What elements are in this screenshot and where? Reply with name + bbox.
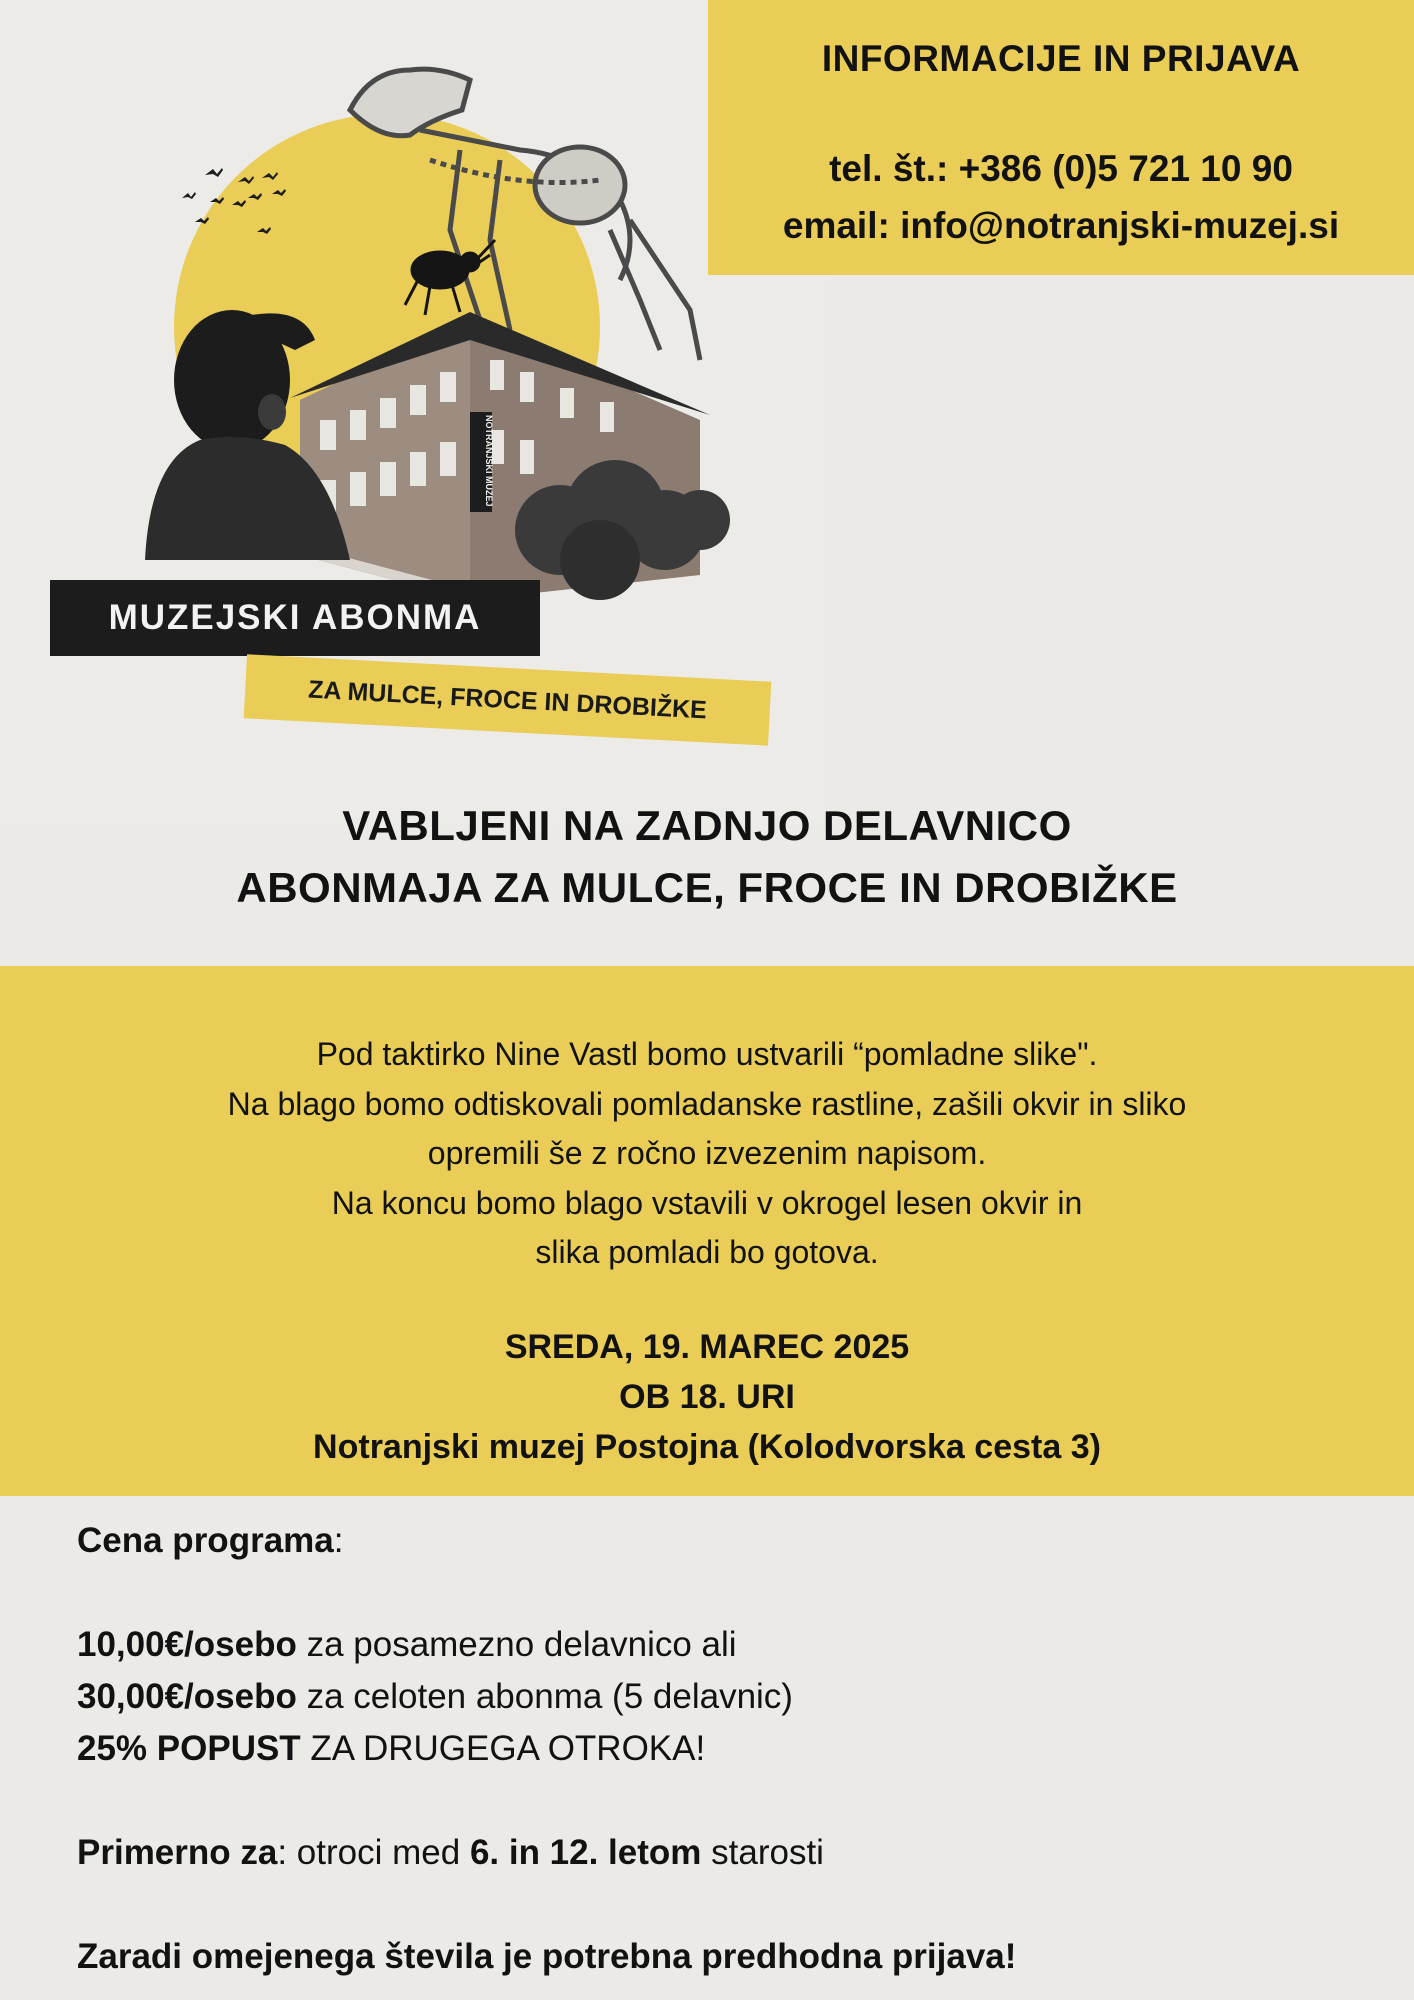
pricing-label-row [77, 1515, 1016, 1567]
registration-notice-text: Zaradi omejenega števila je potrebna predhodna prijava! [77, 1937, 1017, 1976]
building-sign-text: NOTRANJSKI MUZEJ [484, 415, 494, 507]
price-full: 30,00€/osebo [77, 1677, 297, 1716]
suitable-age: 6. in 12. letom [469, 1833, 702, 1872]
price-full-text: za celoten abonma (5 delavnic) [296, 1677, 793, 1716]
description-line: Na koncu bomo blago vstavili v okrogel lesen okvir in [331, 1184, 1083, 1221]
event-date: SREDA, 19. MAREC 2025 [504, 1328, 910, 1366]
event-location: Notranjski muzej Postojna (Kolodvorska cesta 3) [313, 1428, 1101, 1466]
suitable-text-1: : otroci med [277, 1833, 470, 1872]
contact-title: INFORMACIJE IN PRIJAVA [821, 38, 1301, 79]
description-line: opremili še z ročno izvezenim napisom. [427, 1135, 987, 1171]
price-single: 10,00€/osebo [77, 1625, 297, 1664]
muzejski-abonma-badge: MUZEJSKI ABONMA [50, 580, 540, 656]
description-line: Pod taktirko Nine Vastl bomo ustvarili “pomladne slike". [316, 1036, 1098, 1072]
registration-notice [77, 1931, 1016, 1983]
event-time: OB 18. URI [619, 1378, 795, 1416]
price-single-text: za posamezno delavnico ali [296, 1625, 737, 1664]
pricing-label: Cena programa [77, 1521, 334, 1560]
pricing-section [77, 1515, 1016, 1983]
price-full-row [77, 1671, 1016, 1723]
suitable-row [77, 1827, 1016, 1879]
pricing-label-colon: : [333, 1521, 344, 1560]
suitable-text-2: starosti [701, 1833, 824, 1872]
description-line: Na blago bomo odtiskovali pomladanske rastline, zašili okvir in sliko [227, 1085, 1187, 1122]
discount-row [77, 1723, 1016, 1775]
description-line: slika pomladi bo gotova. [535, 1234, 879, 1270]
contact-info-box [708, 0, 1414, 275]
workshop-description [0, 1030, 1414, 1278]
abonma-subtitle-tag: ZA MULCE, FROCE IN DROBIŽKE [244, 654, 772, 745]
headline-line-1: VABLJENI NA ZADNJO DELAVNICO [342, 802, 1072, 849]
contact-phone[interactable]: tel. št.: +386 (0)5 721 10 90 [829, 148, 1293, 189]
discount-text: ZA DRUGEGA OTROKA! [300, 1729, 706, 1768]
suitable-label: Primerno za [77, 1833, 278, 1872]
headline-line-2: ABONMAJA ZA MULCE, FROCE IN DROBIŽKE [236, 864, 1178, 911]
headline [0, 795, 1414, 919]
price-single-row [77, 1619, 1016, 1671]
discount-bold: 25% POPUST [77, 1729, 301, 1768]
contact-email[interactable]: email: info@notranjski-muzej.si [782, 205, 1340, 246]
event-details [0, 1322, 1414, 1472]
